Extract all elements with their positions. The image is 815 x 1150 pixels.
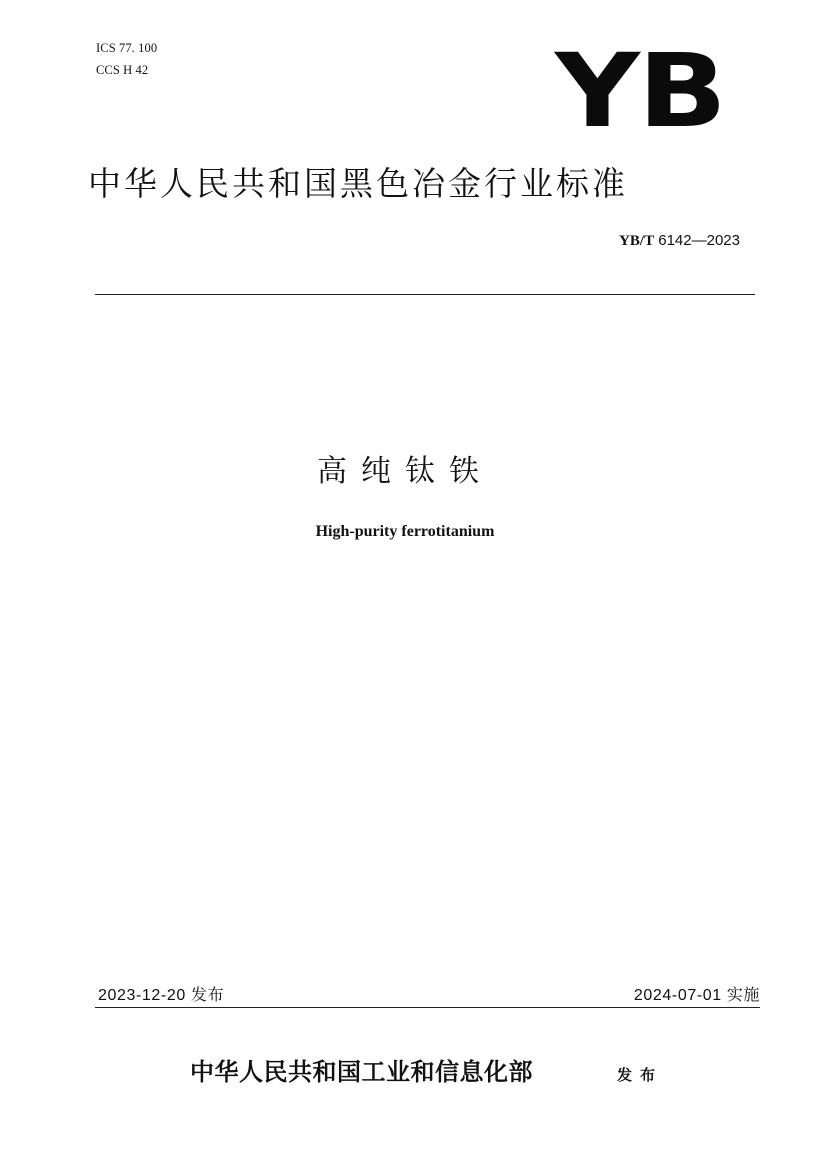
implement-date: 2024-07-01 实施 bbox=[633, 987, 760, 1004]
ccs-code: CCS H 42 bbox=[96, 63, 149, 77]
issuing-authority: 中华人民共和国工业和信息化部 bbox=[190, 1057, 533, 1086]
top-divider bbox=[95, 294, 755, 295]
bottom-divider bbox=[95, 1007, 760, 1008]
standard-number-prefix: YB/T bbox=[619, 233, 655, 249]
standard-title-english: High-purity ferrotitanium bbox=[315, 523, 495, 540]
standard-number bbox=[560, 231, 740, 251]
standard-number-value: 6142—2023 bbox=[658, 232, 740, 249]
yb-logo: YB bbox=[555, 32, 725, 151]
industry-standard-title: 中华人民共和国黑色冶金行业标准 bbox=[88, 164, 628, 203]
ics-code: ICS 77. 100 bbox=[96, 41, 158, 55]
issue-label: 发布 bbox=[617, 1066, 664, 1084]
publish-date: 2023-12-20 发布 bbox=[98, 987, 225, 1004]
standard-title-chinese: 高纯钛铁 bbox=[317, 454, 493, 489]
